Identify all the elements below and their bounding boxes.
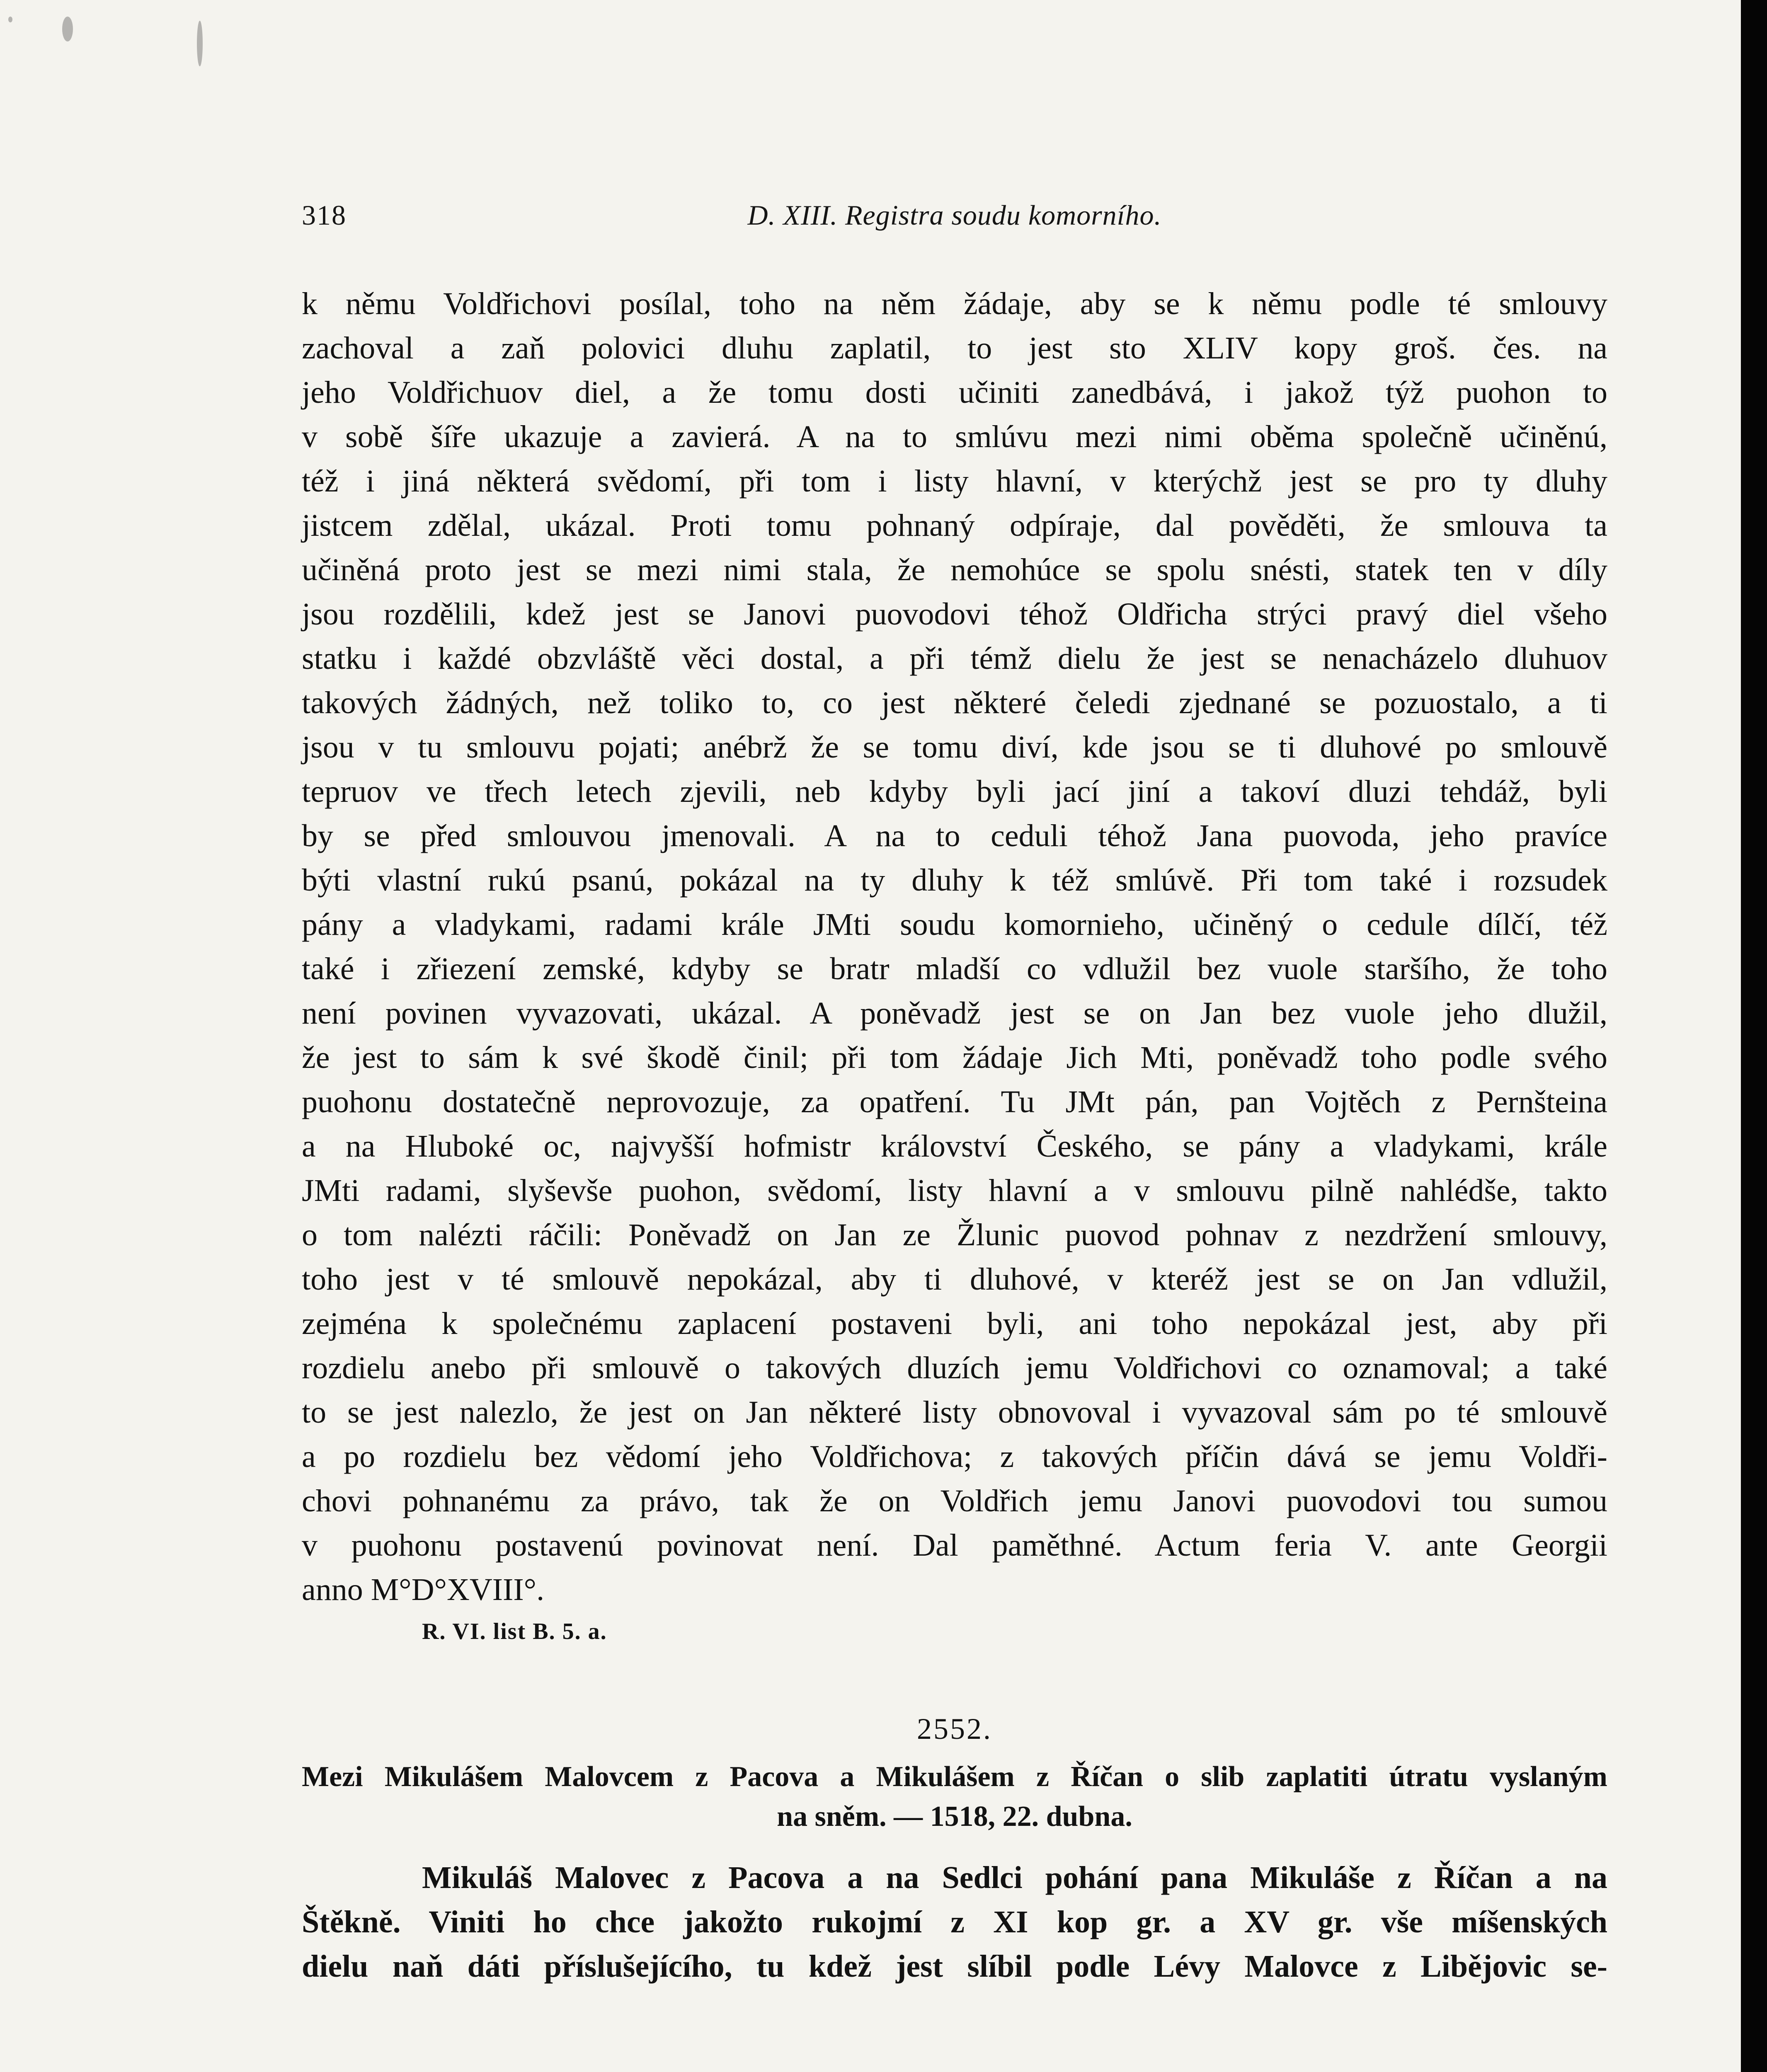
text-line: to se jest nalezlo, že jest on Jan některé listy obnovoval i vyvazoval sám po té smlouvě: [302, 1395, 1607, 1430]
entry-text: [302, 1856, 1607, 1989]
text-line: puohonu dostatečně neprovozuje, za opatření. Tu JMt pán, pan Vojtěch z Pernšteina: [302, 1084, 1607, 1119]
source-reference: R. VI. list B. 5. a.: [422, 1619, 607, 1644]
text-line: k němu Voldřichovi posílal, toho na něm žádaje, aby se k němu podle té smlouvy: [302, 286, 1607, 321]
text-line: jsou rozdělili, kdež jest se Janovi puovodovi téhož Oldřicha strýci pravý diel všeho: [302, 597, 1607, 632]
text-line: učiněná proto jest se mezi nimi stala, že nemohúce se spolu snésti, statek ten v díly: [302, 552, 1607, 587]
text-line: býti vlastní rukú psanú, pokázal na ty dluhy k též smlúvě. Při tom také i rozsudek: [302, 863, 1607, 898]
text-line: zejména k společnému zaplacení postaveni byli, ani toho nepokázal jest, aby při: [302, 1306, 1607, 1341]
page-number: 318: [302, 199, 347, 231]
text-line: anno M°D°XVIII°.: [302, 1572, 545, 1607]
text-line: o tom nalézti ráčili: Poněvadž on Jan ze Žlunic puovod pohnav z nezdržení smlouvy,: [302, 1218, 1607, 1252]
text-line: takových žádných, než toliko to, co jest některé čeledi zjednané se pozuostalo, a ti: [302, 685, 1607, 720]
text-line: a po rozdielu bez vědomí jeho Voldřichova; z takových příčin dává se jemu Voldři-: [302, 1439, 1607, 1474]
text-line: jeho Voldřichuov diel, a že tomu dosti učiniti zanedbává, i jakož týž puohon to: [302, 375, 1607, 410]
text-line: Mikuláš Malovec z Pacova a na Sedlci pohání pana Mikuláše z Říčan a na: [422, 1860, 1607, 1895]
continued-text: [302, 282, 1607, 1612]
text-line: JMti radami, slyševše puohon, svědomí, listy hlavní a v smlouvu pilně nahlédše, takto: [302, 1173, 1607, 1208]
text-line: Štěkně. Viniti ho chce jakožto rukojmí z XI kop gr. a XV gr. vše míšenských: [302, 1905, 1607, 1939]
text-line: pány a vladykami, radami krále JMti soudu komornieho, učiněný o cedule dílčí, též: [302, 907, 1607, 942]
entry-summary: [302, 1757, 1607, 1837]
page-body: [302, 282, 1607, 1989]
text-line: chovi pohnanému za právo, tak že on Voldřich jemu Janovi puovodovi tou sumou: [302, 1484, 1607, 1518]
scan-smudge: [8, 17, 12, 22]
text-line: toho jest v té smlouvě nepokázal, aby ti dluhové, v kteréž jest se on Jan vdlužil,: [302, 1262, 1607, 1297]
text-line: v sobě šíře ukazuje a zavierá. A na to smlúvu mezi nimi oběma společně učiněnú,: [302, 419, 1607, 454]
text-line: statku i každé obzvláště věci dostal, a při témž dielu že jest se nenacházelo dluhuov: [302, 641, 1607, 676]
text-line: že jest to sám k své škodě činil; při tom žádaje Jich Mti, poněvadž toho podle svého: [302, 1040, 1607, 1075]
text-line: též i jiná některá svědomí, při tom i listy hlavní, v kterýchž jest se pro ty dluhy: [302, 464, 1607, 499]
scan-smudge: [62, 17, 73, 41]
summary-line: Mezi Mikulášem Malovcem z Pacova a Mikulášem z Říčan o slib zaplatiti útratu vyslaným: [302, 1761, 1607, 1793]
text-line: tepruov ve třech letech zjevili, neb kdyby byli jací jiní a takoví dluzi tehdáž, byli: [302, 774, 1607, 809]
scan-border: [1741, 0, 1767, 2072]
summary-line: na sněm. — 1518, 22. dubna.: [777, 1801, 1132, 1832]
text-line: zachoval a zaň polovici dluhu zaplatil, to jest sto XLIV kopy groš. čes. na: [302, 331, 1607, 366]
text-line: jistcem zdělal, ukázal. Proti tomu pohnaný odpíraje, dal pověděti, že smlouva ta: [302, 508, 1607, 543]
text-line: by se před smlouvou jmenovali. A na to ceduli téhož Jana puovoda, jeho pravíce: [302, 818, 1607, 853]
text-line: jsou v tu smlouvu pojati; anébrž že se tomu diví, kde jsou se ti dluhové po smlouvě: [302, 730, 1607, 765]
text-line: dielu naň dáti příslušejícího, tu kdež jest slíbil podle Lévy Malovce z Libějovic se-: [302, 1949, 1607, 1984]
entry-number: 2552.: [917, 1712, 992, 1745]
text-line: také i zřiezení zemské, kdyby se bratr mladší co vdlužil bez vuole staršího, že toho: [302, 951, 1607, 986]
text-line: v puohonu postavenú povinovat není. Dal paměthné. Actum feria V. ante Georgii: [302, 1528, 1607, 1563]
text-line: není povinen vyvazovati, ukázal. A poněvadž jest se on Jan bez vuole jeho dlužil,: [302, 996, 1607, 1031]
text-line: a na Hluboké oc, najvyšší hofmistr království Českého, se pány a vladykami, krále: [302, 1129, 1607, 1164]
scan-smudge: [197, 21, 203, 66]
running-head: D. XIII. Registra soudu komorního.: [747, 199, 1162, 231]
page-header: [302, 199, 1607, 249]
text-line: rozdielu anebo při smlouvě o takových dluzích jemu Voldřichovi co oznamoval; a také: [302, 1351, 1607, 1385]
